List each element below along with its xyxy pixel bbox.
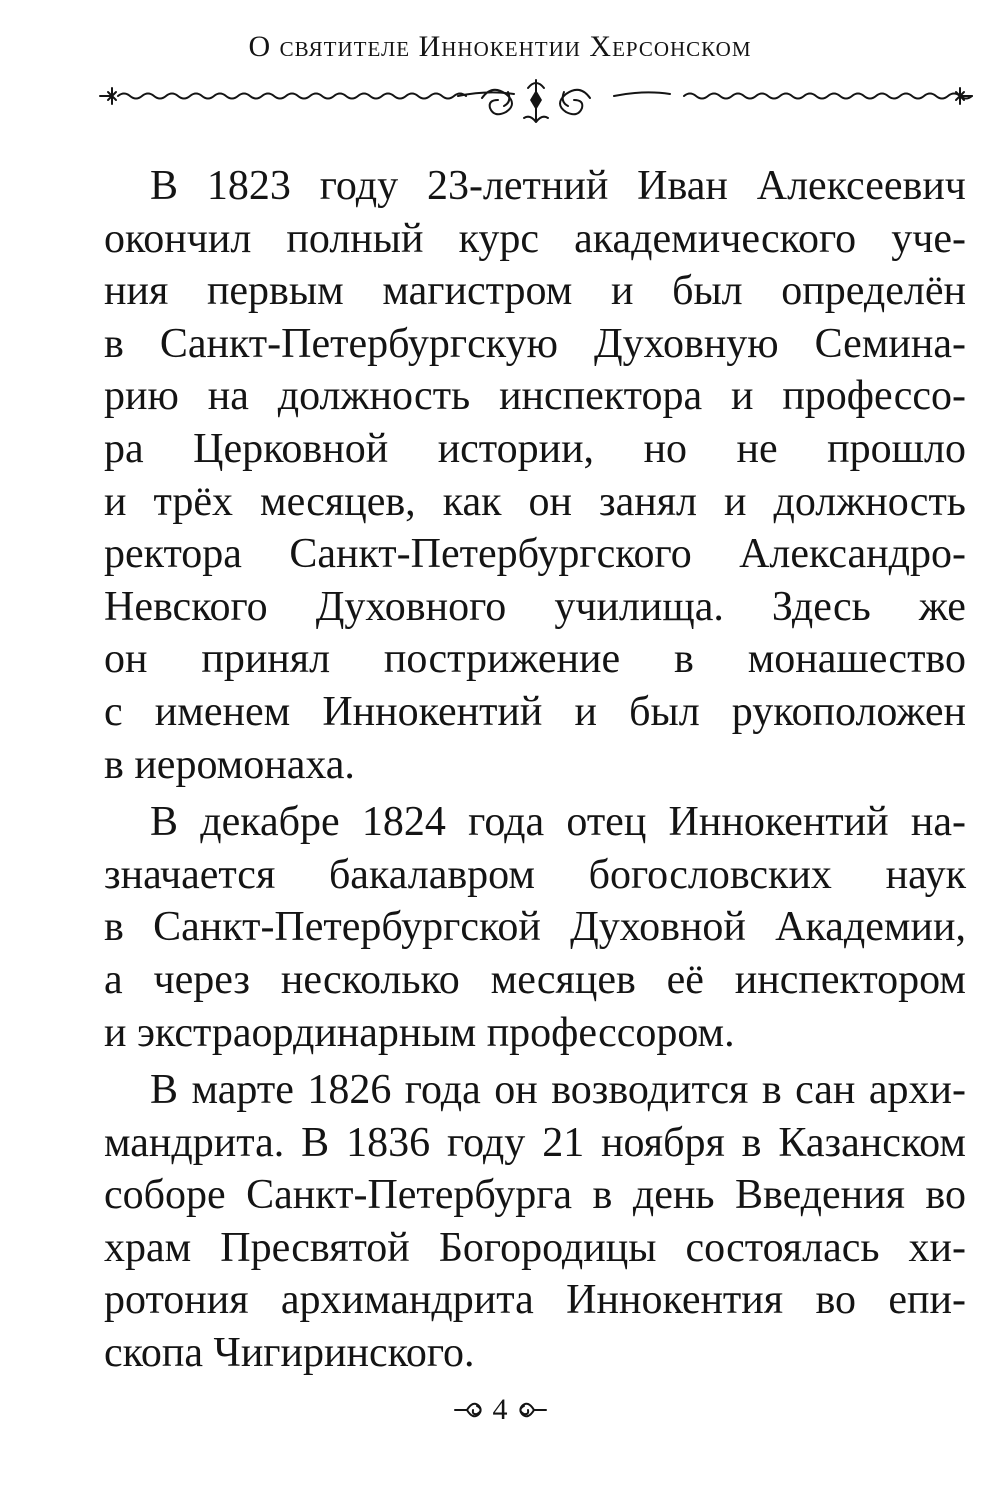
text-line: и экстраординарным профессором. xyxy=(104,1009,735,1056)
page-footer xyxy=(0,1393,1000,1427)
text-line: в Санкт-Петербургской Духовной Академии, xyxy=(104,904,966,951)
body-text xyxy=(104,160,966,1385)
paragraph-3 xyxy=(104,1064,966,1380)
text-line: храм Пресвятой Богородицы состоялась хи- xyxy=(104,1224,966,1271)
text-line: мандрита. В 1836 году 21 ноября в Казанском xyxy=(104,1119,966,1166)
text-line: В декабре 1824 года отец Иннокентий на- xyxy=(150,799,966,846)
running-title: О святителе Иннокентии Херсонском xyxy=(248,30,752,63)
paragraph-1 xyxy=(104,160,966,791)
left-flourish-icon xyxy=(453,1397,487,1423)
text-line: скопа Чигиринского. xyxy=(104,1330,475,1377)
header-ornament xyxy=(98,78,974,140)
page-number: 4 xyxy=(492,1393,508,1426)
text-line: окончил полный курс академического уче- xyxy=(104,215,966,262)
right-flourish-icon xyxy=(514,1397,548,1423)
text-line: и трёх месяцев, как он занял и должность xyxy=(104,478,966,525)
text-line: ния первым магистром и был определён xyxy=(104,268,966,315)
text-line: в Санкт-Петербургскую Духовную Семина- xyxy=(104,320,966,367)
text-line: В марте 1826 года он возводится в сан архи- xyxy=(150,1067,966,1114)
text-line: значается бакалавром богословских наук xyxy=(104,851,966,898)
text-line: ректора Санкт-Петербургского Александро- xyxy=(104,531,966,578)
paragraph-2 xyxy=(104,796,966,1059)
text-line: с именем Иннокентий и был рукоположен xyxy=(104,688,966,735)
text-line: Невского Духовного училища. Здесь же xyxy=(104,583,966,630)
text-line: рию на должность инспектора и профессо- xyxy=(104,373,966,420)
text-line: он принял пострижение в монашество xyxy=(104,636,966,683)
text-line: ротония архимандрита Иннокентия во епи- xyxy=(104,1277,966,1324)
text-line: в иеромонаха. xyxy=(104,741,355,788)
text-line: соборе Санкт-Петербурга в день Введения во xyxy=(104,1172,966,1219)
text-line: ра Церковной истории, но не прошло xyxy=(104,425,966,472)
text-line: В 1823 году 23-летний Иван Алексеевич xyxy=(150,163,966,209)
text-line: а через несколько месяцев её инспектором xyxy=(104,956,966,1003)
